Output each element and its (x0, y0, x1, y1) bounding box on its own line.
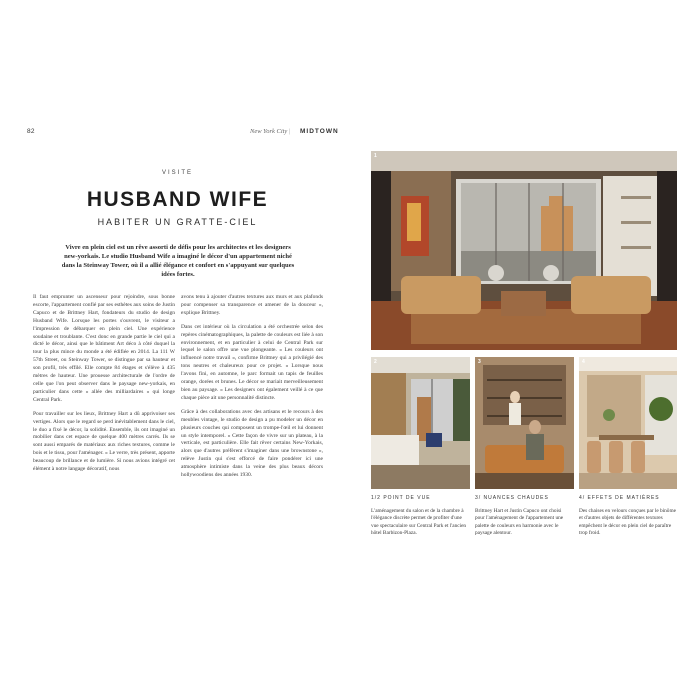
body-column-1 (33, 294, 175, 480)
page-number: 82 (27, 128, 35, 135)
caption-text: Brittney Hart et Justin Capuco ont choisi pour l'aménagement de l'appartement une palette de couleurs en harmonie avec le paysage alentour. (475, 507, 564, 537)
caption-3 (579, 495, 676, 538)
article-subtitle: HABITER UN GRATTE-CIEL (97, 217, 258, 227)
photo-number: 4 (582, 359, 585, 365)
article-intro: Vivre en plein ciel est un rêve assorti de défis pour les architectes et les designers new-yorkais. Le studio Husband Wife a imaginé le décor d'un appartement niché dans la Steinway Tower, où il a allié élégance et confort en s'appuyant sur quelques idées fortes. (61, 244, 295, 278)
folio-city: New York City (250, 128, 288, 135)
folio-separator: | (289, 128, 291, 135)
caption-text: Des chaises en velours conçues par le binôme et d'autres objets de différentes textures empêchent le décor en plein ciel de paraître trop froid. (579, 507, 676, 537)
photo-number: 3 (478, 359, 481, 365)
photo-number: 1 (374, 153, 377, 159)
dining-room-photo (579, 357, 677, 489)
body-column-2 (181, 294, 323, 486)
folio-section: MIDTOWN (300, 128, 339, 135)
caption-1 (371, 495, 468, 538)
caption-heading: 3/ NUANCES CHAUDES (475, 495, 549, 501)
article-title: HUSBAND WIFE (86, 188, 269, 211)
body-paragraph: Dans cet intérieur où la circulation a été orchestrée selon des repères cinématographiques, la palette de couleurs est liée à son environnement, et en particulier à celui de Central Park sur lequel le salon offre une vue plongeante. « Les couleurs ont influencé notre travail », confirme Brittney qui a privilégié des tons neutres et chaleureux pour ce projet. « Lorsque nous l'avons fini, en automne, le parc formait un tapis de feuilles orange, dorées et brunes. Le décor se mariait merveilleusement bien au paysage. » Les designers ont également veillé à ce que chaque pièce ait une personnalité distincte. (181, 323, 323, 401)
body-paragraph: Il faut emprunter un ascenseur pour rejoindre, sous bonne escorte, l'appartement confié par ses esthètes aux soins de Justin Capuco et de Brittney Hart, fondateurs du studio de design Husband Wife. Lorsque les portes s'ouvrent, le visiteur a l'impression de débarquer en plein ciel. Une expérience soudaine et troublante. C'est donc en grande partie le ciel qui a dicté le décor, ainsi que le bâtiment Art déco à côté duquel la tour la plus mince du monde a été édifiée en 2014. La 111 W 57th Street, ou Steinway Tower, se distingue par sa hauteur et son profil, très effilé. Elle compte 84 étages et s'élève à 435 mètres de hauteur. Une prouesse architecturale de l'ordre de celle que l'on peut observer dans le paysage new-yorkais, en particulier dans cette « allée des milliardaires » qui longe Central Park. (33, 294, 175, 403)
photo-number: 2 (374, 359, 377, 365)
body-paragraph: Grâce à des collaborations avec des artisans et le recours à des meubles vintage, le studio de design a pu modeler un décor en plusieurs couches qui composent un trompe-l'œil et lui donnent un style intemporel. « Cette façon de vivre sur un plateau, à la verticale, est particulière. Elle fait rêver certains New-Yorkais, alors que d'autres préfèrent s'imaginer dans une brownstone », relève Justin qui s'est efforcé de faire pondérer ici une atmosphère intimiste dans la veine des plus beaux décors hollywoodiens des années 1930. (181, 408, 323, 479)
living-room-illustration (371, 151, 677, 350)
caption-heading: 1/2 POINT DE VUE (371, 495, 431, 501)
designers-illustration (475, 357, 574, 489)
caption-2 (475, 495, 572, 538)
bedroom-illustration (371, 357, 470, 489)
body-paragraph: avons tenu à ajouter d'autres textures aux murs et aux plafonds pour compenser sa transparence et amener de la douceur », explique Brittney. (181, 294, 323, 316)
caption-heading: 4/ EFFETS DE MATIÈRES (579, 495, 660, 501)
caption-text: L'aménagement du salon et de la chambre à l'élégance discrète permet de profiter d'une vue spectaculaire sur Central Park et l'ancien hôtel Barbizon-Plaza. (371, 507, 467, 537)
body-paragraph: Pour travailler sur les lieux, Brittney Hart a dû apprivoiser ses vertiges. Alors que le regard se perd inévitablement dans le ciel, le duo a fixé le décor, la solidité. Ensemble, ils ont imaginé un mobilier dans cet espace de quelque 400 mètres carrés. Ils se sont aussi emparés de matériaux aux riches textures, comme le bois et le tissu, pour l'aménager. « Le verre, très présent, apporte beaucoup de brillance et de lumière. Si nous avions intégré cet élément à notre langage décoratif, nous (33, 410, 175, 473)
designers-photo (475, 357, 574, 489)
bedroom-photo (371, 357, 470, 489)
dining-room-illustration (579, 357, 677, 489)
article-kicker: VISITE (161, 170, 193, 176)
living-room-photo (371, 151, 677, 350)
